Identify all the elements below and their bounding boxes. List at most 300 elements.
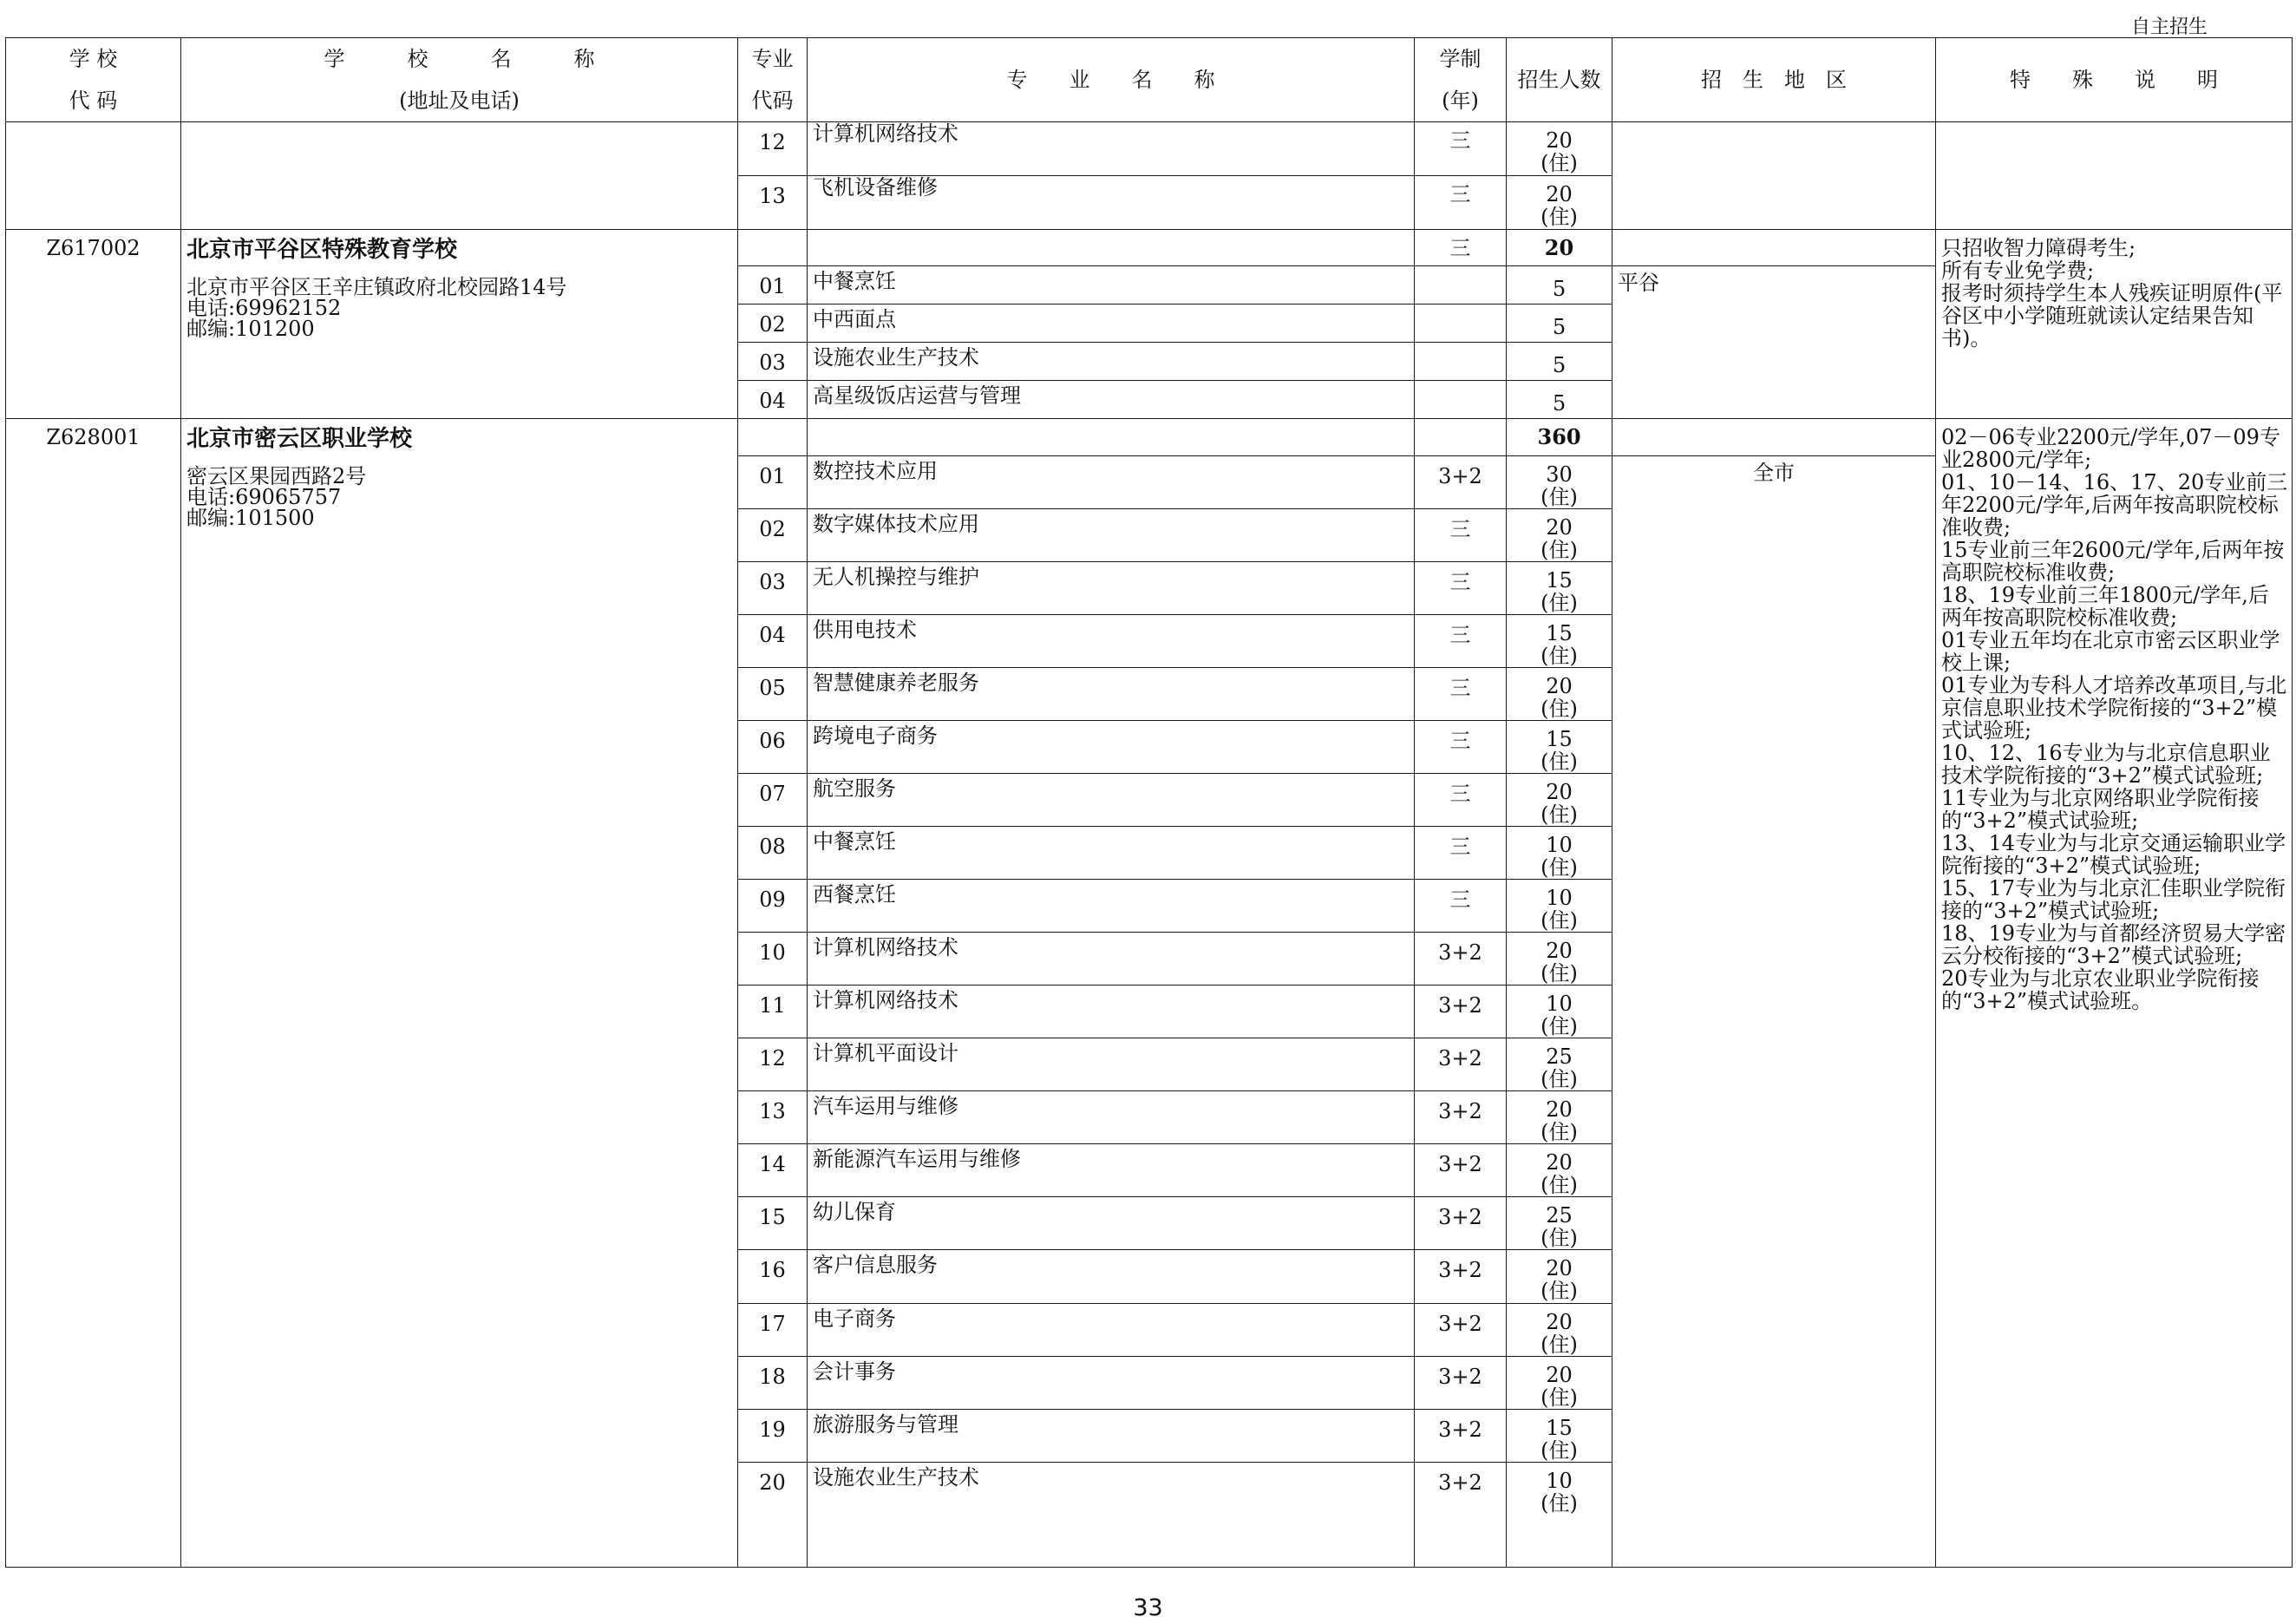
major-name-text: 幼儿保育 [813,1200,896,1225]
years-text: 三 [1449,728,1471,753]
years-text: 3+2 [1438,1152,1482,1177]
major-code [738,1144,808,1197]
note-cell [1936,230,2293,419]
note-line: 18、19专业前三年1800元/学年,后两年按高职院校标准收费; [1941,583,2269,631]
major-quota [1507,826,1612,879]
quota-text: 20 [1546,1150,1573,1175]
lodging-text: (住) [1540,802,1578,827]
major-quota [1507,773,1612,826]
major-name-text: 设施农业生产技术 [813,1464,979,1490]
major-name-text: 无人机操控与维护 [813,564,979,589]
quota-text: 25 [1546,1203,1573,1228]
note-line: 11专业为与北京网络职业学院衔接的“3+2”模式试验班; [1941,786,2260,834]
major-quota [1507,266,1612,304]
years-text: 3+2 [1438,1258,1482,1283]
header-text: 招 生 地 区 [1701,68,1847,93]
major-name-text: 客户信息服务 [813,1253,938,1278]
quota-text: 30 [1546,462,1573,487]
header-text: (年) [1442,88,1479,114]
major-quota [1507,1144,1612,1197]
major-name-text: 航空服务 [813,776,896,801]
major-quota [1507,880,1612,933]
major-code [738,1038,808,1091]
header-duration [1415,38,1507,122]
major-quota [1507,455,1612,508]
school-code-text: Z617002 [46,236,141,261]
major-years [1415,304,1507,343]
school-code-cell [6,122,181,230]
major-quota [1507,381,1612,419]
summary-years [1415,230,1507,266]
note-line: 15专业前三年2600元/学年,后两年按高职院校标准收费; [1941,538,2285,586]
major-code [738,508,808,561]
lodging-text: (住) [1540,1014,1578,1038]
major-name [808,381,1415,419]
lodging-text: (住) [1540,696,1578,721]
quota-text: 5 [1552,390,1567,416]
major-name [808,1250,1415,1303]
major-name [808,986,1415,1038]
lodging-text: (住) [1540,484,1578,509]
header-text: 学 校 名 称 [324,47,595,72]
major-years [1415,986,1507,1038]
major-code-text: 03 [759,350,786,376]
major-quota [1507,933,1612,986]
major-name [808,614,1415,667]
school-name: 北京市平谷区特殊教育学校 [186,237,458,264]
major-quota [1507,1462,1612,1567]
note-cell [1936,419,2293,1568]
major-years [1415,1409,1507,1462]
major-code-text: 15 [759,1205,786,1230]
lodging-text: (住) [1540,643,1578,668]
school-address: 密云区果园西路2号 [186,464,367,489]
major-code-text: 16 [759,1258,786,1283]
lodging-text: (住) [1540,151,1578,176]
header-quota [1507,38,1612,122]
major-code-text: 02 [759,312,786,337]
major-name [808,1409,1415,1462]
header-text: 代 码 [69,88,118,114]
note-line: 18、19专业为与首都经济贸易大学密云分校衔接的“3+2”模式试验班; [1941,921,2286,969]
header-text: 专业 [751,47,794,72]
header-major-name [808,38,1415,122]
major-code [738,304,808,343]
school-code-cell [6,230,181,419]
major-name [808,230,1415,266]
major-quota [1507,343,1612,381]
note-line: 所有专业免学费; [1941,259,2095,284]
header-text: 学 校 [69,47,118,72]
major-name [808,667,1415,720]
major-code-text: 13 [759,1099,786,1124]
major-years [1415,1356,1507,1409]
years-text: 3+2 [1438,1364,1482,1389]
years-text: 三 [1449,834,1471,859]
note-line: 10、12、16专业为与北京信息职业技术学院衔接的“3+2”模式试验班; [1941,741,2271,789]
lodging-text: (住) [1540,1385,1578,1410]
major-name-text: 会计事务 [813,1359,896,1384]
major-name [808,1356,1415,1409]
major-code-text: 07 [759,781,786,806]
lodging-text: (住) [1540,1332,1578,1357]
lodging-text: (住) [1540,537,1578,562]
note-line: 01专业五年均在北京市密云区职业学校上课; [1941,628,2280,676]
major-name-text: 西餐烹饪 [813,882,896,907]
header-text: 代码 [751,88,794,114]
major-name-text: 新能源汽车运用与维修 [813,1147,1021,1172]
major-code [738,1462,808,1567]
major-name [808,176,1415,230]
major-code-text: 02 [759,516,786,541]
major-years [1415,343,1507,381]
major-years [1415,773,1507,826]
major-years [1415,455,1507,508]
major-code [738,986,808,1038]
quota-text: 10 [1546,832,1573,857]
major-code [738,266,808,304]
major-code-text: 18 [759,1364,786,1389]
region-summary-cell [1612,230,1936,266]
quota-text: 20 [1546,128,1573,154]
summary-years [1415,419,1507,455]
major-years [1415,720,1507,773]
region-text: 平谷 [1618,271,1659,296]
major-years [1415,614,1507,667]
major-code-text: 19 [759,1417,786,1442]
summary-total [1507,419,1612,455]
major-name-text: 高星级饭店运营与管理 [813,383,1021,409]
quota-text: 10 [1546,886,1573,911]
major-name [808,720,1415,773]
major-code [738,561,808,614]
total-text: 20 [1544,234,1574,260]
table-row [6,419,2293,455]
lodging-text: (住) [1540,1279,1578,1304]
major-years [1415,381,1507,419]
major-name-text: 旅游服务与管理 [813,1411,958,1437]
lodging-text: (住) [1540,908,1578,933]
note-line: 只招收智力障碍考生; [1941,236,2136,261]
note-cell [1936,122,2293,230]
note-line: 02－06专业2200元/学年,07－09专业2800元/学年; [1941,425,2280,473]
major-quota [1507,986,1612,1038]
major-years [1415,933,1507,986]
quota-text: 20 [1546,673,1573,698]
school-phone: 电话:69065757 [186,485,342,510]
school-info-cell [181,419,738,1568]
major-quota [1507,122,1612,176]
major-code-text: 14 [759,1152,786,1177]
lodging-text: (住) [1540,1437,1578,1463]
major-name [808,419,1415,455]
years-text: 3+2 [1438,463,1482,488]
major-code [738,455,808,508]
major-code [738,1197,808,1250]
school-postcode: 邮编:101500 [186,506,315,531]
major-name [808,561,1415,614]
header-school-code [6,38,181,122]
lodging-text: (住) [1540,749,1578,774]
major-code-text: 11 [759,993,786,1018]
school-address: 北京市平谷区王辛庄镇政府北校园路14号 [186,275,567,300]
major-name [808,1303,1415,1356]
major-years [1415,880,1507,933]
major-code-text: 08 [759,834,786,859]
major-code [738,614,808,667]
total-text: 360 [1537,423,1581,449]
major-name-text: 中餐烹饪 [813,269,896,294]
years-text: 三 [1449,235,1471,260]
region-cell [1612,455,1936,1567]
major-code [738,122,808,176]
major-code-text: 12 [759,130,786,155]
header-region [1612,38,1936,122]
years-text: 三 [1449,887,1471,913]
major-code-text: 03 [759,569,786,594]
lodging-text: (住) [1540,590,1578,615]
major-name-text: 汽车运用与维修 [813,1094,958,1119]
quota-text: 10 [1546,992,1573,1017]
major-quota [1507,1197,1612,1250]
lodging-text: (住) [1540,1226,1578,1250]
major-name [808,1197,1415,1250]
lodging-text: (住) [1540,1173,1578,1197]
major-code [738,773,808,826]
major-code-text: 17 [759,1311,786,1336]
header-text: 学制 [1439,47,1482,72]
header-major-code [738,38,808,122]
quota-text: 15 [1546,567,1573,593]
major-code [738,933,808,986]
school-code-text: Z628001 [46,425,141,450]
major-name [808,266,1415,304]
school-code-cell [6,419,181,1568]
years-text: 三 [1449,622,1471,647]
major-name [808,826,1415,879]
school-info-cell [181,230,738,419]
major-quota [1507,614,1612,667]
quota-text: 15 [1546,726,1573,751]
major-quota [1507,1038,1612,1091]
header-text: 特 殊 说 明 [2010,68,2218,93]
years-text: 3+2 [1438,1046,1482,1071]
header-text: 专 业 名 称 [1006,68,1215,93]
major-name [808,455,1415,508]
years-text: 三 [1449,675,1471,700]
school-name: 北京市密云区职业学校 [186,426,413,453]
quota-text: 5 [1552,276,1567,301]
major-years [1415,1144,1507,1197]
major-name [808,933,1415,986]
major-code [738,1091,808,1144]
quota-text: 20 [1546,1362,1573,1387]
years-text: 三 [1449,182,1471,207]
school-phone: 电话:69962152 [186,296,342,321]
major-name-text: 电子商务 [813,1306,896,1331]
major-years [1415,266,1507,304]
major-name-text: 计算机网络技术 [813,988,958,1013]
quota-text: 20 [1546,1256,1573,1281]
major-quota [1507,667,1612,720]
major-quota [1507,720,1612,773]
major-name-text: 数控技术应用 [813,458,938,483]
major-code [738,230,808,266]
corner-label: 自主招生 [2131,16,2208,38]
major-name-text: 计算机网络技术 [813,935,958,960]
major-years [1415,1197,1507,1250]
major-years [1415,667,1507,720]
major-quota [1507,508,1612,561]
major-quota [1507,1356,1612,1409]
major-years [1415,1303,1507,1356]
major-name-text: 智慧健康养老服务 [813,670,979,695]
major-code [738,381,808,419]
major-name [808,304,1415,343]
major-quota [1507,1250,1612,1303]
note-line: 15、17专业为与北京汇佳职业学院衔接的“3+2”模式试验班; [1941,876,2286,924]
note-line: 13、14专业为与北京交通运输职业学院衔接的“3+2”模式试验班; [1941,831,2286,879]
years-text: 3+2 [1438,1205,1482,1230]
major-name-text: 计算机平面设计 [813,1041,958,1066]
header-school-name [181,38,738,122]
quota-text: 5 [1552,352,1567,377]
major-code-text: 12 [759,1046,786,1071]
major-code [738,176,808,230]
school-name-cell [181,122,738,230]
years-text: 3+2 [1438,1099,1482,1124]
major-years [1415,1462,1507,1567]
quota-text: 15 [1546,620,1573,645]
major-name [808,773,1415,826]
quota-text: 25 [1546,1044,1573,1070]
quota-text: 5 [1552,314,1567,339]
major-code [738,1356,808,1409]
major-years [1415,176,1507,230]
summary-total [1507,230,1612,266]
quota-text: 20 [1546,182,1573,207]
quota-text: 20 [1546,939,1573,964]
quota-text: 20 [1546,1097,1573,1123]
major-years [1415,826,1507,879]
major-code [738,419,808,455]
major-name [808,1144,1415,1197]
major-code [738,720,808,773]
major-name-text: 飞机设备维修 [813,175,938,200]
major-years [1415,561,1507,614]
major-code-text: 10 [759,940,786,966]
quota-text: 20 [1546,514,1573,540]
major-quota [1507,1303,1612,1356]
major-name-text: 设施农业生产技术 [813,345,979,370]
major-code-text: 20 [759,1470,786,1495]
major-code-text: 04 [759,622,786,647]
major-name-text: 跨境电子商务 [813,723,938,748]
major-code [738,1409,808,1462]
region-cell [1612,122,1936,230]
major-quota [1507,176,1612,230]
header-note [1936,38,2293,122]
lodging-text: (住) [1540,855,1578,880]
lodging-text: (住) [1540,205,1578,230]
major-name-text: 计算机网络技术 [813,121,958,147]
major-code [738,880,808,933]
quota-text: 15 [1546,1415,1573,1440]
lodging-text: (住) [1540,1067,1578,1091]
major-years [1415,508,1507,561]
years-text: 3+2 [1438,1311,1482,1336]
major-years [1415,1038,1507,1091]
major-name [808,508,1415,561]
major-quota [1507,1409,1612,1462]
major-code-text: 01 [759,463,786,488]
major-code [738,343,808,381]
major-years [1415,122,1507,176]
major-name-text: 中餐烹饪 [813,828,896,854]
years-text: 3+2 [1438,940,1482,966]
major-code-text: 09 [759,887,786,913]
table-row [6,38,2293,122]
region-text: 全市 [1753,460,1795,485]
major-name [808,880,1415,933]
major-name-text: 中西面点 [813,307,896,332]
major-code [738,1250,808,1303]
major-name [808,1038,1415,1091]
major-years [1415,1091,1507,1144]
region-summary-cell [1612,419,1936,455]
major-code-text: 01 [759,274,786,299]
years-text: 3+2 [1438,1470,1482,1495]
major-code [738,826,808,879]
school-postcode: 邮编:101200 [186,317,315,342]
lodging-text: (住) [1540,961,1578,986]
major-code [738,1303,808,1356]
header-text: 招生人数 [1517,68,1601,93]
major-name-text: 供用电技术 [813,617,917,642]
major-quota [1507,304,1612,343]
quota-text: 10 [1546,1468,1573,1493]
major-name [808,122,1415,176]
note-line: 报考时须持学生本人残疾证明原件(平谷区中小学随班就读认定结果告知书)。 [1941,281,2283,351]
years-text: 三 [1449,516,1471,541]
major-name [808,1462,1415,1567]
quota-text: 20 [1546,1309,1573,1334]
years-text: 3+2 [1438,1417,1482,1442]
major-years [1415,1250,1507,1303]
major-code-text: 13 [759,184,786,209]
major-quota [1507,1091,1612,1144]
years-text: 三 [1449,569,1471,594]
header-text: (地址及电话) [399,88,520,114]
note-line: 20专业为与北京农业职业学院衔接的“3+2”模式试验班。 [1941,966,2260,1014]
note-line: 01专业为专科人才培养改革项目,与北京信息职业技术学院衔接的“3+2”模式试验班; [1941,673,2287,743]
major-name-text: 数字媒体技术应用 [813,511,979,536]
major-code [738,667,808,720]
major-quota [1507,561,1612,614]
major-code-text: 05 [759,675,786,700]
years-text: 3+2 [1438,993,1482,1018]
region-cell [1612,266,1936,419]
quota-text: 20 [1546,779,1573,804]
major-code-text: 06 [759,728,786,753]
lodging-text: (住) [1540,1490,1578,1516]
page-number: 33 [1133,1595,1163,1621]
major-name [808,343,1415,381]
table-row [6,230,2293,266]
table-row [6,122,2293,176]
major-code-text: 04 [759,389,786,414]
note-line: 01、10－14、16、17、20专业前三年2200元/学年,后两年按高职院校标准收费; [1941,470,2288,540]
